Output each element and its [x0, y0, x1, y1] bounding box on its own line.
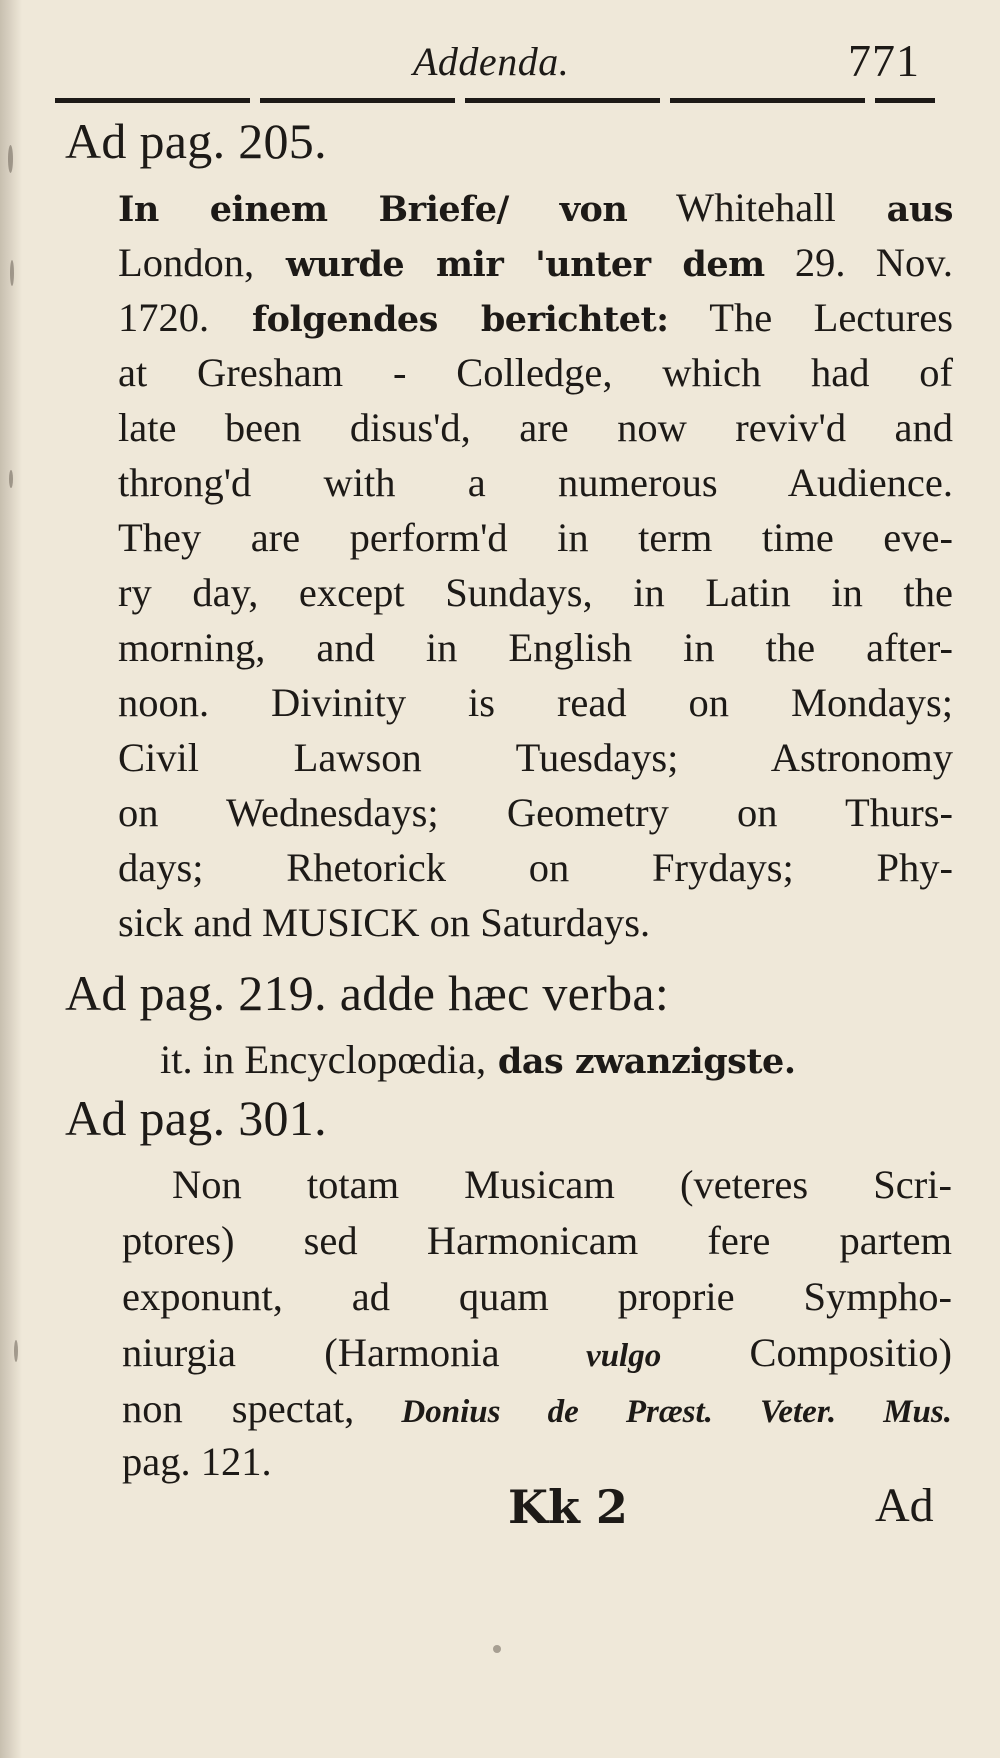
fraktur-text: aus — [835, 189, 953, 230]
text-line: days; Rhetorick on Frydays; Phy- — [118, 845, 953, 890]
signature-mark: Kk 2 — [508, 1480, 628, 1534]
text-line: ry day, except Sundays, in Latin in the — [118, 570, 953, 615]
fraktur-text: das zwanzigste. — [486, 1041, 796, 1082]
text-line — [118, 295, 953, 340]
text-line — [160, 1037, 796, 1082]
text-line: They are perform'd in term time eve- — [118, 515, 953, 560]
text-line: throng'd with a numerous Audience. — [118, 460, 953, 505]
text-line: morning, and in English in the after- — [118, 625, 953, 670]
text-line: sick and MUSICK on Saturdays. — [118, 900, 651, 945]
italic-text: Donius de Præst. Veter. Mus. — [354, 1394, 952, 1430]
line-text: Whitehall — [627, 185, 836, 230]
text-line: pag. 121. — [122, 1439, 272, 1484]
fraktur-text: wurde mir 'unter dem — [254, 244, 765, 285]
text-line — [122, 1330, 952, 1375]
page-blemish — [10, 260, 14, 286]
section-heading: Ad pag. 301. — [65, 1090, 327, 1146]
line-text: 29. Nov. — [764, 240, 953, 285]
fraktur-text: folgendes berichtet: — [209, 299, 669, 340]
fraktur-text: In einem Briefe/ von — [118, 189, 628, 230]
header-rule — [55, 98, 935, 103]
text-line — [118, 185, 953, 230]
text-line: at Gresham - Colledge, which had of — [118, 350, 953, 395]
page-blemish — [8, 145, 13, 173]
line-text: 1720. — [118, 295, 210, 340]
text-line: Non totam Musicam (veteres Scri- — [172, 1162, 952, 1207]
line-text: niurgia (Harmonia — [122, 1330, 500, 1375]
text-line: Civil Lawson Tuesdays; Astronomy — [118, 735, 953, 780]
page-number: 771 — [848, 35, 920, 86]
section-heading: Ad pag. 219. adde hæc verba: — [65, 965, 670, 1021]
line-text: non spectat, — [122, 1386, 355, 1431]
page-blemish — [14, 1340, 18, 1362]
line-text: it. in Encyclopœdia, — [160, 1037, 487, 1082]
text-line: exponunt, ad quam proprie Sympho- — [122, 1274, 952, 1319]
page-blemish — [9, 470, 13, 488]
running-head: Addenda. — [413, 39, 570, 84]
section-heading: Ad pag. 205. — [65, 113, 327, 169]
text-line: on Wednesdays; Geometry on Thurs- — [118, 790, 953, 835]
text-line: late been disus'd, are now reviv'd and — [118, 405, 953, 450]
text-line: ptores) sed Harmonicam fere partem — [122, 1218, 952, 1263]
catchword: Ad — [875, 1479, 934, 1532]
text-line: noon. Divinity is read on Mondays; — [118, 680, 953, 725]
italic-text: vulgo — [499, 1338, 662, 1374]
line-text: Compositio) — [661, 1330, 952, 1375]
line-text: The Lectures — [668, 295, 953, 340]
line-text: London, — [118, 240, 255, 285]
page-blemish — [493, 1645, 501, 1653]
text-line — [122, 1386, 952, 1431]
text-line — [118, 240, 953, 285]
